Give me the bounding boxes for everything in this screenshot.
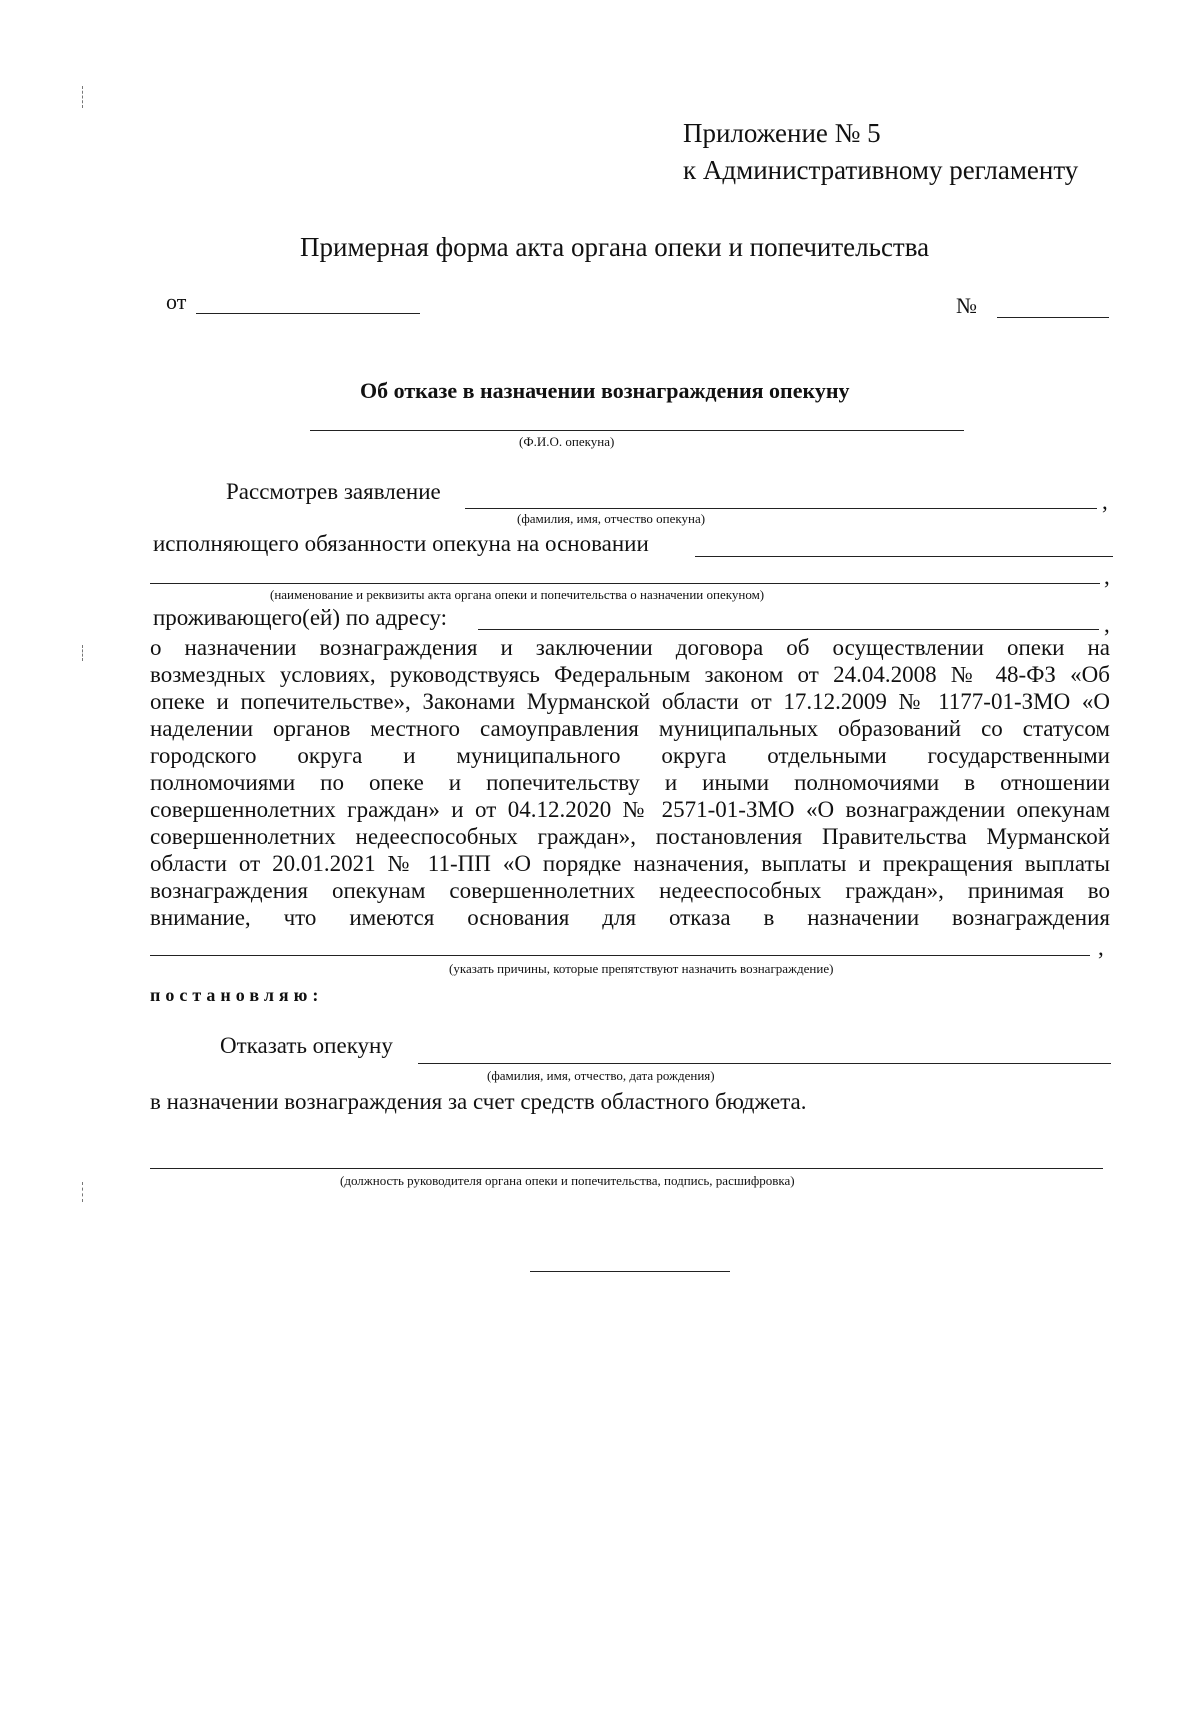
annex-regulation: к Административному регламенту [683,155,1079,185]
hint-reasons: (указать причины, которые препятствуют назначить вознаграждение) [449,961,834,976]
address-field[interactable] [478,629,1099,630]
residing-label: проживающего(ей) по адресу: [153,605,447,630]
number-field[interactable] [997,317,1109,318]
refuse-tail: в назначении вознаграждения за счет средств областного бюджета. [150,1089,807,1114]
paragraph-line: совершеннолетних граждан» и от 04.12.2020 № 2571-01-ЗМО «О вознаграждении опекунам [150,797,1110,822]
date-label: от [166,289,187,314]
date-field[interactable] [196,313,420,314]
paragraph-line: о назначении вознаграждения и заключении договора об осуществлении опеки на [150,635,1110,660]
paragraph-line: полномочиями по опеке и попечительству и иными полномочиями в отношении [150,770,1110,795]
comma: , [1102,489,1108,514]
hint-fullname-dob: (фамилия, имя, отчество, дата рождения) [487,1068,715,1083]
comma: , [1104,564,1110,589]
paragraph-line: внимание, что имеются основания для отказа в назначении вознаграждения [150,905,1110,930]
paragraph-line: городского округа и муниципального округа отдельными государственными [150,743,1110,768]
paragraph-line: опеке и попечительстве», Законами Мурманской области от 17.12.2009 № 1177-01-ЗМО «О [150,689,1110,714]
reasons-field[interactable] [150,955,1090,956]
hint-act: (наименование и реквизиты акта органа опеки и попечительства о назначении опекуном) [270,587,765,602]
hint-fullname: (фамилия, имя, отчество опекуна) [517,511,706,526]
acting-label: исполняющего обязанности опекуна на основании [153,531,649,556]
paragraph-line: наделении органов местного самоуправления муниципальных образований со статусом [150,716,1110,741]
scan-mark [82,1182,83,1202]
comma: , [1098,935,1104,960]
scan-mark [82,86,83,108]
signature-field[interactable] [150,1168,1103,1169]
basis-field-continued[interactable] [150,583,1100,584]
hint-signature: (должность руководителя органа опеки и попечительства, подпись, расшифровка) [340,1173,795,1188]
considered-label: Рассмотрев заявление [226,479,441,504]
hint-fio-guardian: (Ф.И.О. опекуна) [519,434,615,449]
annex-number: Приложение № 5 [683,118,881,148]
scan-mark [82,645,83,661]
number-label: № [956,293,977,318]
paragraph-line: области от 20.01.2021 № 11-ПП «О порядке назначения, выплаты и прекращения выплаты [150,851,1110,876]
comma: , [1104,612,1110,637]
applicant-name-field[interactable] [465,508,1097,509]
resolve-heading: постановляю: [150,985,324,1005]
refuse-label: Отказать опекуну [220,1033,393,1058]
guardian-fio-field[interactable] [310,430,964,431]
basis-field[interactable] [695,556,1113,557]
form-title: Примерная форма акта органа опеки и попечительства [300,232,930,262]
act-subject: Об отказе в назначении вознаграждения опекуну [360,378,850,403]
paragraph-line: совершеннолетних недееспособных граждан», постановления Правительства Мурманской [150,824,1110,849]
paragraph-line: возмездных условиях, руководствуясь Федеральным законом от 24.04.2008 № 48-ФЗ «Об [150,662,1110,687]
guardian-dob-field[interactable] [418,1063,1111,1064]
paragraph-line: вознаграждения опекунам совершеннолетних недееспособных граждан», принимая во [150,878,1110,903]
closing-rule [530,1271,730,1272]
